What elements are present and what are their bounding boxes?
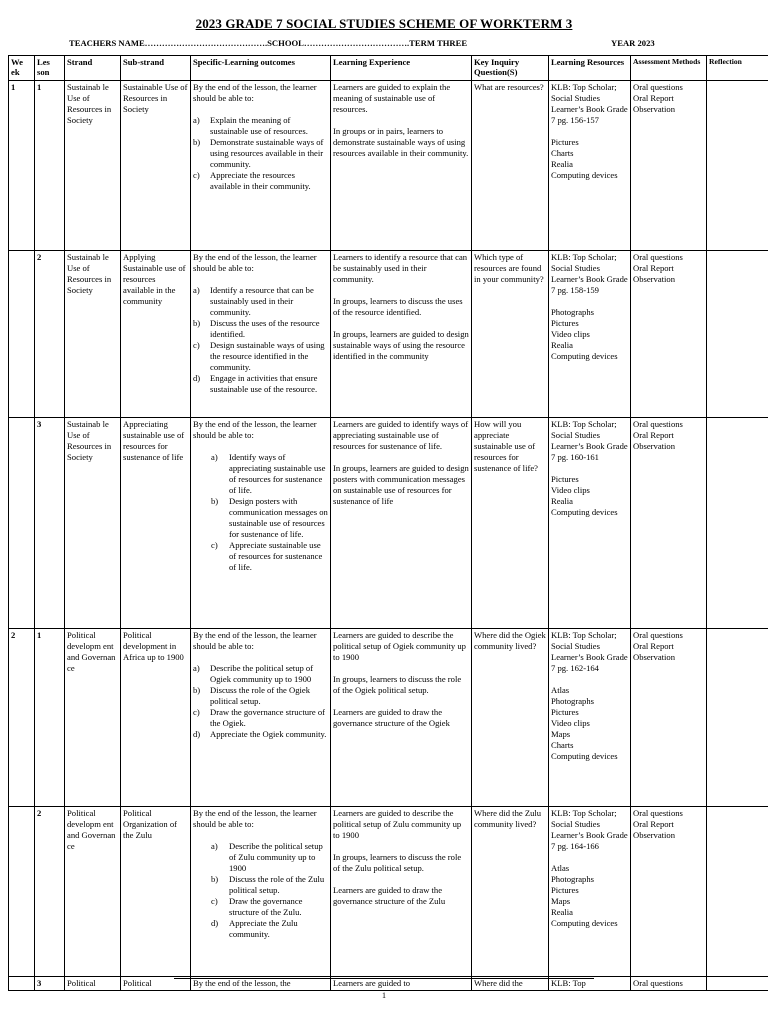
outcome-label: d): [193, 373, 201, 383]
experience-cell: [331, 807, 472, 977]
header-week: We ek: [9, 56, 35, 81]
lesson-cell: 3: [35, 418, 65, 629]
outcome-text: Identify a resource that can be sustainably used in their community.: [210, 285, 314, 317]
experience-paragraph: Learners are guided to draw the governance structure of the Zulu: [333, 885, 446, 906]
outcome-label: b): [211, 496, 219, 506]
week-cell: [9, 977, 35, 991]
outcome-text: Engage in activities that ensure sustainable use of the resource.: [210, 373, 318, 394]
outcomes-intro: By the end of the lesson, the: [193, 978, 291, 988]
outcome-label: c): [193, 170, 200, 180]
outcomes-intro: By the end of the lesson, the learner should be able to:: [193, 630, 317, 651]
resource-item: Computing devices: [551, 170, 618, 180]
resources-book: KLB: Top Scholar; Social Studies Learner’s Book Grade 7 pg. 164-166: [551, 808, 628, 851]
assessment-item: Observation: [633, 274, 676, 284]
outcome-text: Describe the political setup of Ogiek community up to 1900: [210, 663, 314, 684]
substrand-cell: Applying Sustainable use of resources available in the community: [121, 251, 191, 418]
page-number: 1: [382, 991, 386, 1000]
outcome-item: [193, 841, 328, 874]
strand-cell: Sustainab le Use of Resources in Society: [65, 251, 121, 418]
header-outcomes: Specific-Learning outcomes: [191, 56, 331, 81]
resource-item: Computing devices: [551, 751, 618, 761]
header-substrand: Sub-strand: [121, 56, 191, 81]
outcome-item: [193, 918, 328, 940]
resource-item: Pictures: [551, 318, 579, 328]
outcomes-intro: By the end of the lesson, the learner should be able to:: [193, 82, 317, 103]
outcomes-cell: [191, 807, 331, 977]
experience-paragraph: In groups, learners to discuss the role of the Ogiek political setup.: [333, 674, 462, 695]
inquiry-cell: Where did the: [472, 977, 549, 991]
resource-item: Realia: [551, 340, 573, 350]
outcome-text: Describe the political setup of Zulu community up to 1900: [229, 841, 323, 873]
outcome-label: b): [193, 318, 201, 328]
week-cell: [9, 251, 35, 418]
experience-cell: [331, 418, 472, 629]
table-row: [9, 251, 768, 418]
outcome-label: c): [193, 707, 200, 717]
resource-item: Realia: [551, 159, 573, 169]
outcome-item: [193, 874, 328, 896]
resource-item: Computing devices: [551, 507, 618, 517]
resources-cell: [549, 629, 631, 807]
outcome-item: [193, 373, 328, 395]
outcome-text: Appreciate the resources available in their community.: [210, 170, 311, 191]
teacher-school-term: TEACHERS NAME…………………………………….SCHOOL……………………………….TERM THREE: [69, 38, 468, 48]
resources-cell: [549, 81, 631, 251]
resources-cell: [549, 251, 631, 418]
outcome-item: [193, 340, 328, 373]
resources-book: KLB: Top Scholar; Social Studies Learner’s Book Grade 7 pg. 156-157: [551, 82, 628, 125]
document-title: 2023 GRADE 7 SOCIAL STUDIES SCHEME OF WORKTERM 3: [195, 16, 573, 31]
outcome-text: Identify ways of appreciating sustainable use of resources for sustenance of life.: [229, 452, 326, 495]
inquiry-cell: Where did the Ogiek community lived?: [472, 629, 549, 807]
substrand-cell: Sustainable Use of Resources in Society: [121, 81, 191, 251]
outcome-label: a): [193, 663, 200, 673]
outcome-text: Appreciate the Zulu community.: [229, 918, 298, 939]
header-experience: Learning Experience: [331, 56, 472, 81]
resource-item: Pictures: [551, 474, 579, 484]
header-assessment: Assessment Methods: [631, 56, 707, 81]
experience-paragraph: Learners are guided to explain the meaning of sustainable use of resources.: [333, 82, 451, 114]
lesson-cell: 1: [35, 81, 65, 251]
week-cell: [9, 418, 35, 629]
header-resources: Learning Resources: [549, 56, 631, 81]
experience-paragraph: Learners are guided to draw the governance structure of the Ogiek: [333, 707, 450, 728]
outcomes-list: [193, 841, 328, 940]
experience-paragraph: Learners are guided to identify ways of appreciating sustainable use of resources for sustenance of life.: [333, 419, 469, 451]
outcome-label: d): [211, 918, 219, 928]
outcome-label: a): [211, 841, 218, 851]
outcomes-intro: By the end of the lesson, the learner should be able to:: [193, 808, 317, 829]
outcome-item: [193, 115, 328, 137]
lesson-cell: 1: [35, 629, 65, 807]
resource-item: Maps: [551, 896, 571, 906]
assessment-item: Oral questions: [633, 419, 683, 429]
resources-cell: [549, 807, 631, 977]
outcome-item: [193, 685, 328, 707]
resource-item: Computing devices: [551, 918, 618, 928]
resource-item: Realia: [551, 496, 573, 506]
outcome-label: a): [193, 115, 200, 125]
resource-item: Charts: [551, 740, 574, 750]
assessment-item: Oral Report: [633, 430, 674, 440]
experience-cell: [331, 81, 472, 251]
resource-item: Pictures: [551, 885, 579, 895]
assessment-item: Oral Report: [633, 263, 674, 273]
outcome-text: Draw the governance structure of the Zulu.: [229, 896, 303, 917]
resource-item: Video clips: [551, 485, 590, 495]
experience-paragraph: In groups or in pairs, learners to demonstrate sustainable ways of using resources available in their community.: [333, 126, 469, 158]
experience-paragraph: Learners are guided to: [333, 978, 411, 988]
assessment-cell: [631, 977, 707, 991]
outcomes-list: [193, 285, 328, 395]
assessment-item: Observation: [633, 830, 676, 840]
assessment-item: Oral questions: [633, 808, 683, 818]
reflection-cell: [707, 629, 768, 807]
outcome-label: c): [211, 896, 218, 906]
outcome-text: Design sustainable ways of using the resource identified in the community.: [210, 340, 325, 372]
outcome-item: [193, 496, 328, 540]
experience-paragraph: In groups, learners to discuss the role of the Zulu political setup.: [333, 852, 462, 873]
assessment-item: Oral Report: [633, 641, 674, 651]
outcome-label: a): [211, 452, 218, 462]
resource-item: Photographs: [551, 307, 594, 317]
outcome-text: Demonstrate sustainable ways of using resources available in their community.: [210, 137, 324, 169]
experience-paragraph: Learners to identify a resource that can be sustainably used in their community.: [333, 252, 468, 284]
outcome-text: Appreciate sustainable use of resources for sustenance of life.: [229, 540, 323, 572]
experience-paragraph: Learners are guided to describe the political setup of Zulu community up to 1900: [333, 808, 462, 840]
resources-book: KLB: Top: [551, 978, 586, 988]
outcomes-cell: [191, 418, 331, 629]
outcome-item: [193, 663, 328, 685]
substrand-cell: Political: [121, 977, 191, 991]
resource-item: Pictures: [551, 707, 579, 717]
resource-item: Photographs: [551, 696, 594, 706]
outcomes-cell: [191, 251, 331, 418]
reflection-cell: [707, 251, 768, 418]
reflection-cell: [707, 418, 768, 629]
inquiry-cell: What are resources?: [472, 81, 549, 251]
header-strand: Strand: [65, 56, 121, 81]
outcome-item: [193, 540, 328, 573]
assessment-cell: [631, 81, 707, 251]
resources-book: KLB: Top Scholar; Social Studies Learner’s Book Grade 7 pg. 162-164: [551, 630, 628, 673]
assessment-item: Observation: [633, 104, 676, 114]
resource-item: Video clips: [551, 329, 590, 339]
strand-cell: Sustainab le Use of Resources in Society: [65, 81, 121, 251]
outcome-text: Draw the governance structure of the Ogiek.: [210, 707, 326, 728]
outcome-label: b): [211, 874, 219, 884]
lesson-cell: 2: [35, 807, 65, 977]
outcome-label: b): [193, 685, 201, 695]
resource-item: Pictures: [551, 137, 579, 147]
resource-item: Video clips: [551, 718, 590, 728]
assessment-item: Oral questions: [633, 82, 683, 92]
footer-rule: [174, 978, 594, 979]
header-lesson: Les son: [35, 56, 65, 81]
substrand-cell: Appreciating sustainable use of resources for sustenance of life: [121, 418, 191, 629]
strand-cell: Sustainab le Use of Resources in Society: [65, 418, 121, 629]
outcomes-list: [193, 663, 328, 740]
week-cell: [9, 807, 35, 977]
week-cell: 2: [9, 629, 35, 807]
assessment-item: Oral questions: [633, 978, 683, 988]
substrand-cell: Political Organization of the Zulu: [121, 807, 191, 977]
resources-book: KLB: Top Scholar; Social Studies Learner’s Book Grade 7 pg. 158-159: [551, 252, 628, 295]
resource-item: Realia: [551, 907, 573, 917]
outcome-item: [193, 170, 328, 192]
outcome-item: [193, 729, 328, 740]
table-header-row: [9, 56, 768, 81]
outcome-text: Design posters with communication messages on sustainable use of resources for sustenance of life.: [229, 496, 328, 539]
outcome-label: c): [193, 340, 200, 350]
outcome-item: [193, 137, 328, 170]
year-label: YEAR 2023: [611, 38, 655, 48]
resources-cell: [549, 418, 631, 629]
inquiry-cell: How will you appreciate sustainable use of resources for sustenance of life?: [472, 418, 549, 629]
header-inquiry: Key Inquiry Question(S): [472, 56, 549, 81]
scheme-of-work-table: [8, 55, 768, 991]
experience-cell: [331, 629, 472, 807]
assessment-item: Oral questions: [633, 252, 683, 262]
lesson-cell: 3: [35, 977, 65, 991]
inquiry-cell: Which type of resources are found in your community?: [472, 251, 549, 418]
resource-item: Photographs: [551, 874, 594, 884]
outcome-item: [193, 896, 328, 918]
table-row: [9, 629, 768, 807]
outcomes-cell: [191, 629, 331, 807]
reflection-cell: [707, 977, 768, 991]
strand-cell: Political developm ent and Governan ce: [65, 629, 121, 807]
outcome-label: c): [211, 540, 218, 550]
resource-item: Atlas: [551, 863, 570, 873]
resources-book: KLB: Top Scholar; Social Studies Learner’s Book Grade 7 pg. 160-161: [551, 419, 628, 462]
outcome-text: Discuss the uses of the resource identified.: [210, 318, 320, 339]
outcomes-list: [193, 452, 328, 573]
assessment-item: Oral Report: [633, 819, 674, 829]
reflection-cell: [707, 81, 768, 251]
inquiry-cell: Where did the Zulu community lived?: [472, 807, 549, 977]
assessment-item: Observation: [633, 652, 676, 662]
outcome-label: d): [193, 729, 201, 739]
assessment-cell: [631, 629, 707, 807]
table-row: [9, 807, 768, 977]
header-reflection: Reflection: [707, 56, 768, 81]
strand-cell: Political developm ent and Governan ce: [65, 807, 121, 977]
experience-paragraph: In groups, learners are guided to design posters with communication messages on sustainable use of resources for sustenance of life: [333, 463, 469, 506]
resource-item: Maps: [551, 729, 571, 739]
outcomes-intro: By the end of the lesson, the learner should be able to:: [193, 419, 317, 440]
assessment-cell: [631, 807, 707, 977]
table-row: [9, 81, 768, 251]
assessment-item: Observation: [633, 441, 676, 451]
outcomes-cell: [191, 81, 331, 251]
assessment-cell: [631, 418, 707, 629]
outcome-text: Explain the meaning of sustainable use of resources.: [210, 115, 308, 136]
lesson-cell: 2: [35, 251, 65, 418]
substrand-cell: Political development in Africa up to 1900: [121, 629, 191, 807]
experience-cell: [331, 251, 472, 418]
resource-item: Charts: [551, 148, 574, 158]
reflection-cell: [707, 807, 768, 977]
outcome-text: Appreciate the Ogiek community.: [210, 729, 327, 739]
assessment-item: Oral questions: [633, 630, 683, 640]
outcomes-list: [193, 115, 328, 192]
outcome-item: [193, 318, 328, 340]
outcome-text: Discuss the role of the Ogiek political setup.: [210, 685, 310, 706]
resource-item: Atlas: [551, 685, 570, 695]
week-cell: 1: [9, 81, 35, 251]
outcome-label: b): [193, 137, 201, 147]
experience-paragraph: In groups, learners to discuss the uses of the resource identified.: [333, 296, 463, 317]
outcome-item: [193, 285, 328, 318]
resource-item: Computing devices: [551, 351, 618, 361]
outcome-item: [193, 707, 328, 729]
outcome-item: [193, 452, 328, 496]
experience-paragraph: In groups, learners are guided to design sustainable ways of using the resource identified in the community: [333, 329, 469, 361]
strand-cell: Political: [65, 977, 121, 991]
outcome-text: Discuss the role of the Zulu political setup.: [229, 874, 325, 895]
assessment-cell: [631, 251, 707, 418]
experience-paragraph: Learners are guided to describe the political setup of Ogiek community up to 1900: [333, 630, 466, 662]
assessment-item: Oral Report: [633, 93, 674, 103]
table-row: [9, 418, 768, 629]
outcomes-intro: By the end of the lesson, the learner should be able to:: [193, 252, 317, 273]
outcome-label: a): [193, 285, 200, 295]
